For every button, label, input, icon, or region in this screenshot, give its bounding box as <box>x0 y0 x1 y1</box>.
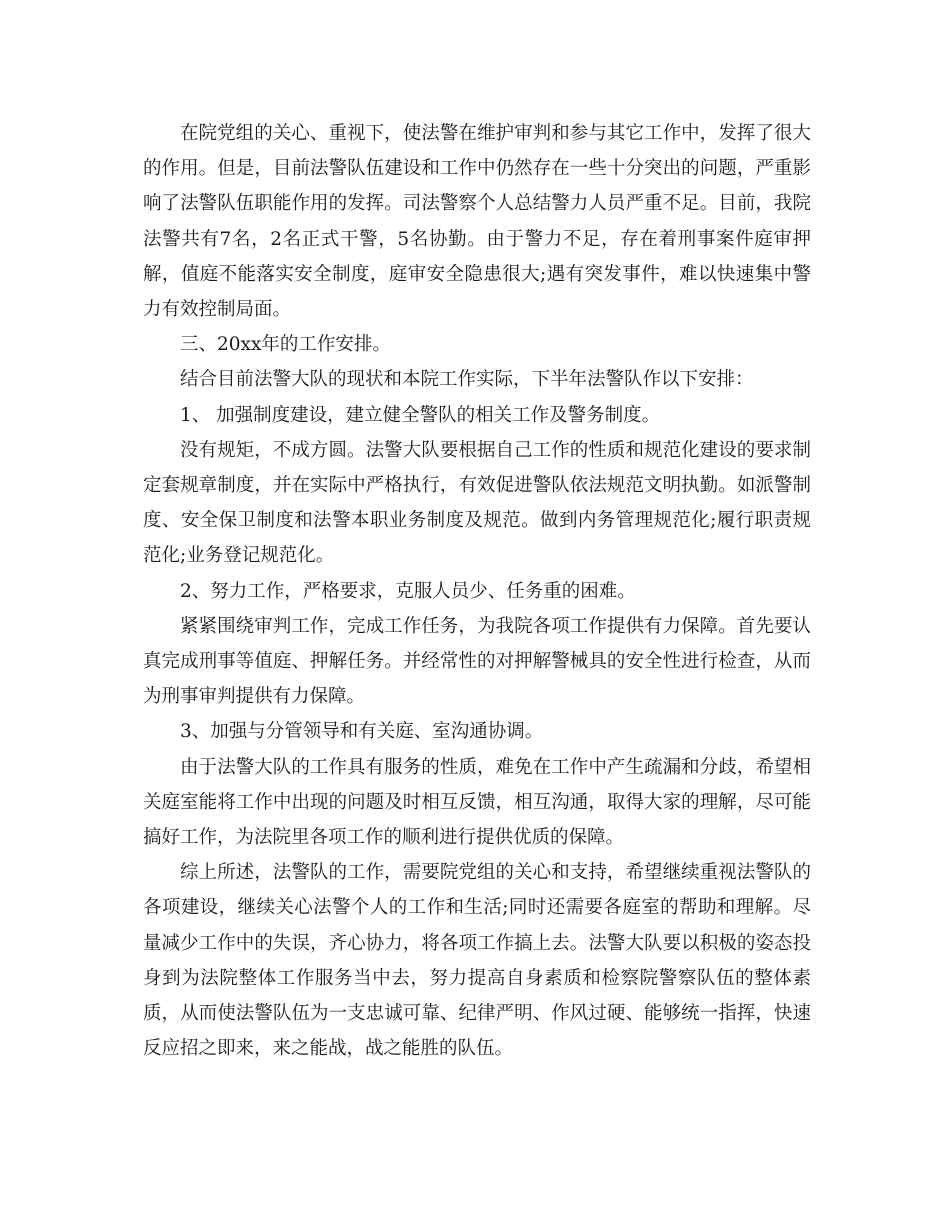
paragraph-plan-intro: 结合目前法警大队的现状和本院工作实际，下半年法警队作以下安排： <box>180 369 754 391</box>
paragraph-item-1: 没有规矩，不成方圆。法警大队要根据自己工作的性质和规范化建设的要求制定套规章制度，并在实际中严格执行，有效促进警队依法规范文明执勤。如派警制度、安全保卫制度和法警本职业务制度及规范。做到内务管理规范化;履行职责规范化;业务登记规范化。 <box>143 439 811 567</box>
paragraph-conclusion: 综上所述，法警队的工作，需要院党组的关心和支持，希望继续重视法警队的各项建设，继续关心法警个人的工作和生活;同时还需要各庭室的帮助和理解。尽量减少工作中的失误，齐心协力，将各项工作搞上去。法警大队要以积极的姿态投身到为法院整体工作服务当中去，努力提高自身素质和检察院警察队伍的整体素质，从而使法警队伍为一支忠诚可靠、纪律严明、作风过硬、能够统一指挥，快速反应招之即来，来之能战，战之能胜的队伍。 <box>143 862 811 1060</box>
document-body <box>143 116 811 1066</box>
section-heading-work-plan: 三、20xx年的工作安排。 <box>180 334 391 356</box>
item-heading-2: 2、努力工作，严格要求，克服人员少、任务重的困难。 <box>180 580 636 602</box>
paragraph-staffing-problems: 在院党组的关心、重视下，使法警在维护审判和参与其它工作中，发挥了很大的作用。但是，目前法警队伍建设和工作中仍然存在一些十分突出的问题，严重影响了法警队伍职能作用的发挥。司法警察个人总结警力人员严重不足。目前，我院法警共有7名，2名正式干警，5名协勤。由于警力不足，存在着刑事案件庭审押解，值庭不能落实安全制度，庭审安全隐患很大;遇有突发事件，难以快速集中警力有效控制局面。 <box>143 123 811 321</box>
item-heading-1: 1、 加强制度建设，建立健全警队的相关工作及警务制度。 <box>180 404 661 426</box>
paragraph-item-2: 紧紧围绕审判工作，完成工作任务，为我院各项工作提供有力保障。首先要认真完成刑事等值庭、押解任务。并经常性的对押解警械具的安全性进行检查，从而为刑事审判提供有力保障。 <box>143 615 811 708</box>
item-heading-3: 3、加强与分管领导和有关庭、室沟通协调。 <box>180 721 544 743</box>
paragraph-item-3: 由于法警大队的工作具有服务的性质，难免在工作中产生疏漏和分歧，希望相关庭室能将工作中出现的问题及时相互反馈，相互沟通，取得大家的理解，尽可能搞好工作，为法院里各项工作的顺利进行提供优质的保障。 <box>143 756 811 849</box>
